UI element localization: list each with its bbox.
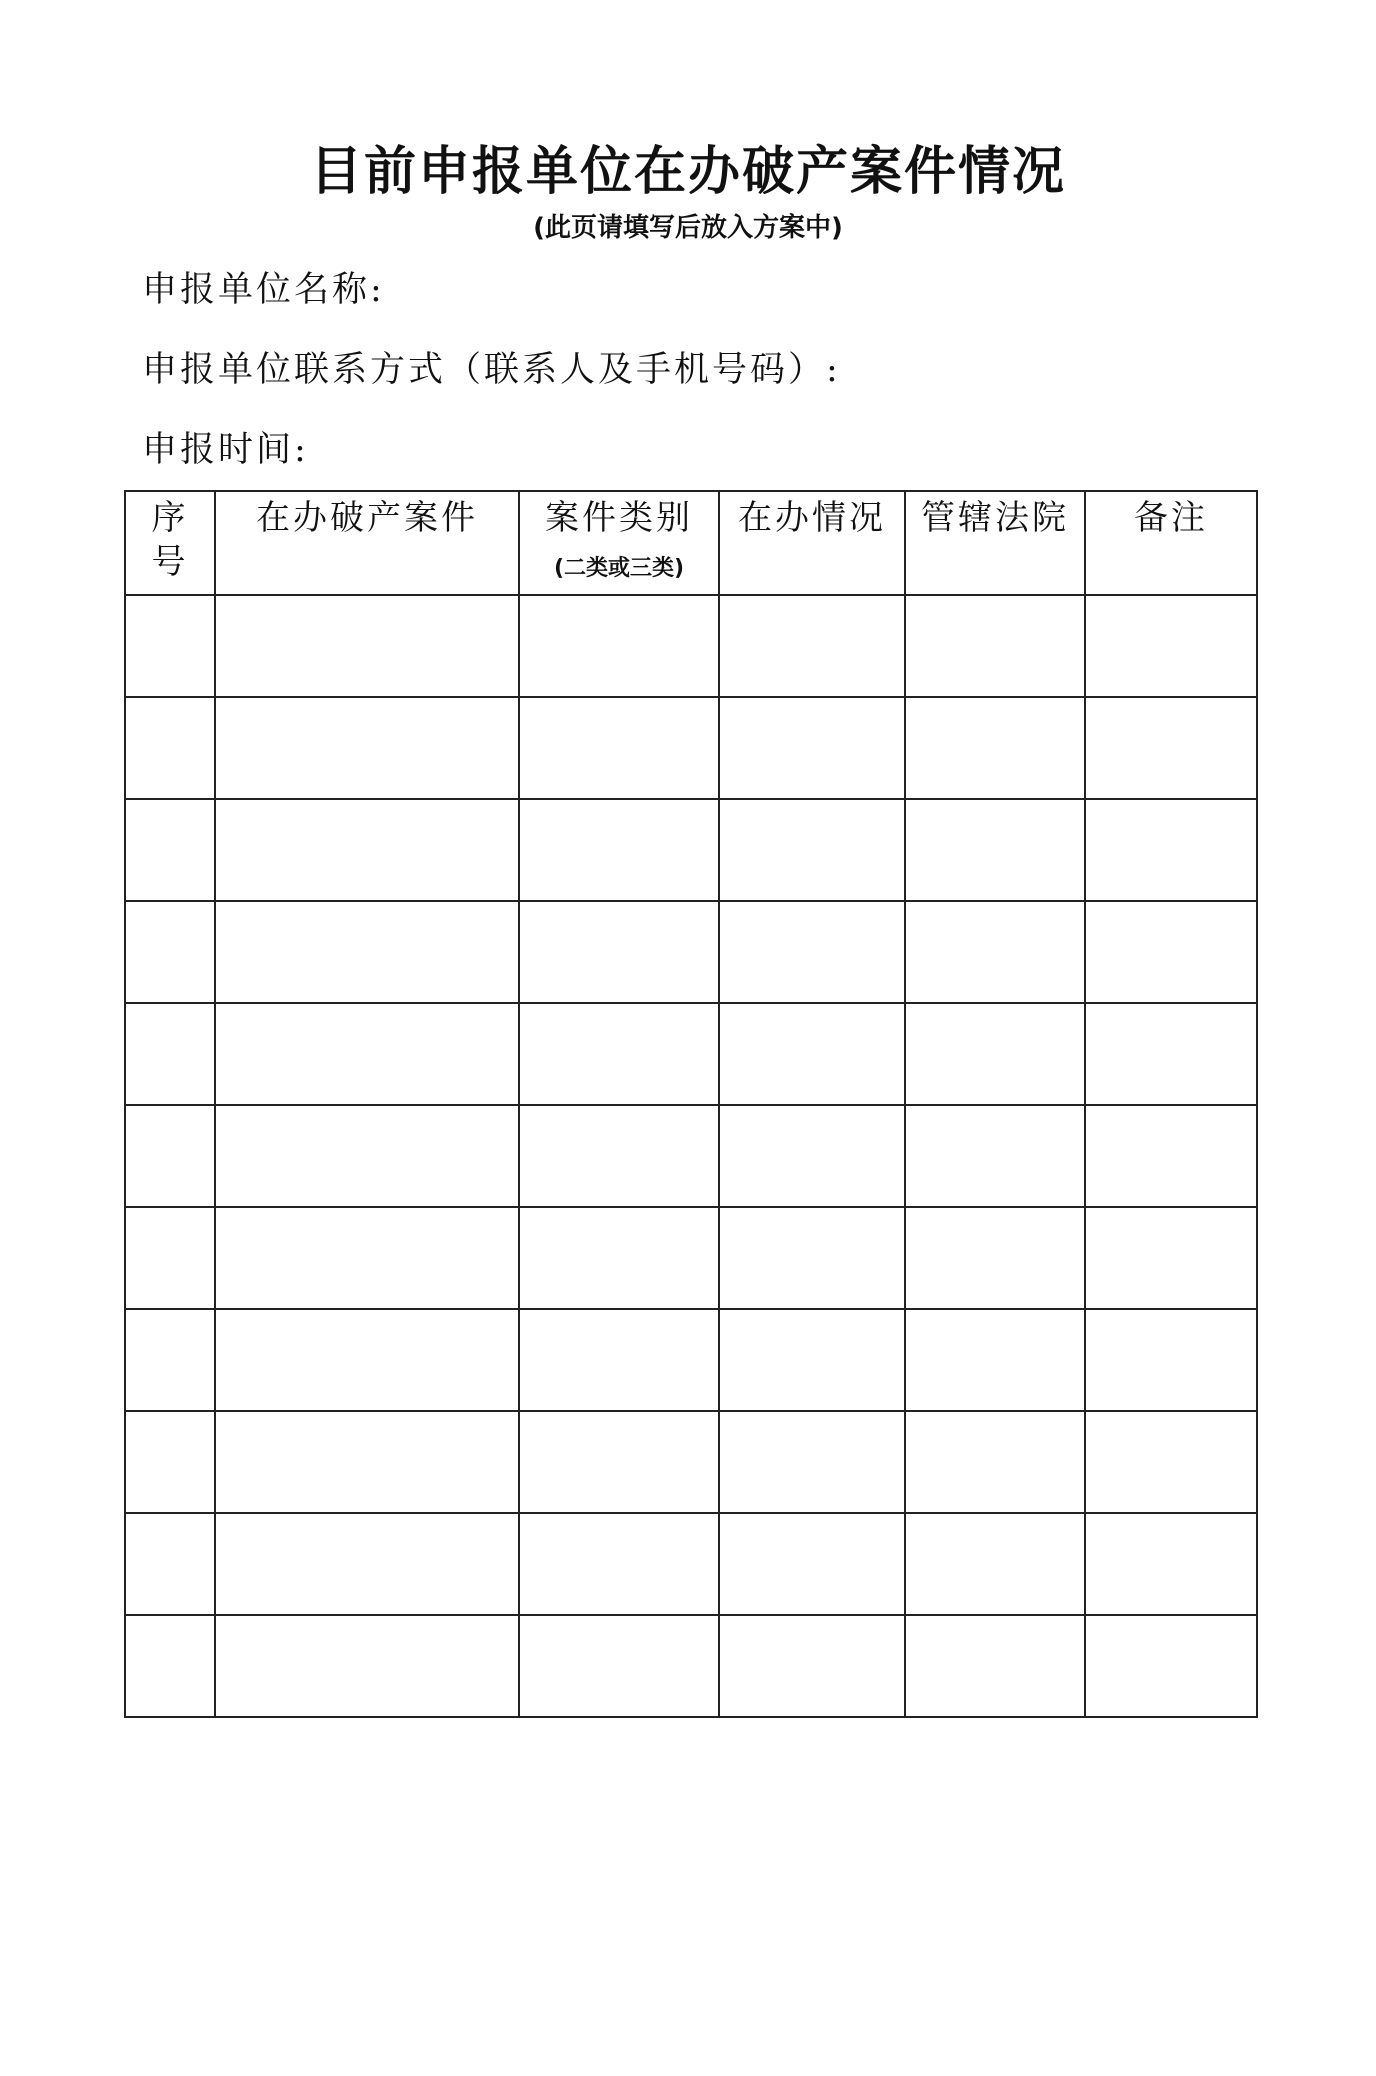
table-row [125, 901, 1257, 1003]
cell-remarks[interactable] [1085, 1207, 1257, 1309]
cell-case[interactable] [215, 1003, 519, 1105]
cell-status[interactable] [719, 595, 905, 697]
cell-case[interactable] [215, 697, 519, 799]
cell-remarks[interactable] [1085, 1513, 1257, 1615]
cell-case[interactable] [215, 1411, 519, 1513]
cell-seq[interactable] [125, 901, 215, 1003]
table-row [125, 1105, 1257, 1207]
cell-seq[interactable] [125, 1615, 215, 1717]
cell-court[interactable] [905, 901, 1085, 1003]
cell-seq[interactable] [125, 1411, 215, 1513]
cell-category[interactable] [519, 1513, 719, 1615]
cell-status[interactable] [719, 1309, 905, 1411]
cell-case[interactable] [215, 1513, 519, 1615]
cell-status[interactable] [719, 1207, 905, 1309]
cell-category[interactable] [519, 595, 719, 697]
cell-remarks[interactable] [1085, 799, 1257, 901]
date-label: 申报时间: [142, 430, 309, 470]
header-category [519, 491, 719, 595]
table-row [125, 697, 1257, 799]
cases-table [124, 490, 1258, 1718]
cell-seq[interactable] [125, 1309, 215, 1411]
header-remarks: 备注 [1085, 491, 1257, 595]
cell-status[interactable] [719, 1411, 905, 1513]
table-row [125, 1513, 1257, 1615]
cell-status[interactable] [719, 901, 905, 1003]
table-row [125, 595, 1257, 697]
cell-remarks[interactable] [1085, 1615, 1257, 1717]
cell-court[interactable] [905, 1105, 1085, 1207]
cell-remarks[interactable] [1085, 595, 1257, 697]
cell-status[interactable] [719, 1003, 905, 1105]
cell-status[interactable] [719, 697, 905, 799]
cell-case[interactable] [215, 1207, 519, 1309]
cell-remarks[interactable] [1085, 1003, 1257, 1105]
table-row [125, 799, 1257, 901]
header-case: 在办破产案件 [215, 491, 519, 595]
cell-category[interactable] [519, 697, 719, 799]
cell-category[interactable] [519, 1003, 719, 1105]
page-title: 目前申报单位在办破产案件情况 [309, 142, 1066, 202]
cell-court[interactable] [905, 1309, 1085, 1411]
cell-category[interactable] [519, 1411, 719, 1513]
header-status: 在办情况 [719, 491, 905, 595]
table-header-row [125, 491, 1257, 595]
cell-case[interactable] [215, 1105, 519, 1207]
cell-remarks[interactable] [1085, 901, 1257, 1003]
cell-seq[interactable] [125, 1207, 215, 1309]
cell-remarks[interactable] [1085, 1309, 1257, 1411]
cell-seq[interactable] [125, 1513, 215, 1615]
table-row [125, 1309, 1257, 1411]
cell-category[interactable] [519, 1309, 719, 1411]
cell-court[interactable] [905, 1003, 1085, 1105]
cell-remarks[interactable] [1085, 1105, 1257, 1207]
header-court: 管辖法院 [905, 491, 1085, 595]
header-seq-line1: 序 [151, 498, 189, 538]
cell-category[interactable] [519, 1105, 719, 1207]
cell-status[interactable] [719, 799, 905, 901]
table-row [125, 1207, 1257, 1309]
cell-court[interactable] [905, 1513, 1085, 1615]
cell-seq[interactable] [125, 595, 215, 697]
header-category-label: 案件类别 [545, 498, 693, 538]
cell-status[interactable] [719, 1105, 905, 1207]
cell-category[interactable] [519, 1615, 719, 1717]
cell-case[interactable] [215, 1309, 519, 1411]
cell-court[interactable] [905, 1207, 1085, 1309]
cell-status[interactable] [719, 1513, 905, 1615]
unit-name-label: 申报单位名称: [142, 270, 385, 310]
cell-seq[interactable] [125, 1003, 215, 1105]
cell-seq[interactable] [125, 1105, 215, 1207]
cell-seq[interactable] [125, 697, 215, 799]
cell-category[interactable] [519, 901, 719, 1003]
cell-case[interactable] [215, 1615, 519, 1717]
cell-case[interactable] [215, 799, 519, 901]
cell-status[interactable] [719, 1615, 905, 1717]
header-seq-line2: 号 [151, 542, 189, 582]
cell-court[interactable] [905, 1411, 1085, 1513]
cell-category[interactable] [519, 1207, 719, 1309]
cell-court[interactable] [905, 799, 1085, 901]
contact-label: 申报单位联系方式（联系人及手机号码）: [142, 350, 841, 390]
table-row [125, 1003, 1257, 1105]
cell-remarks[interactable] [1085, 1411, 1257, 1513]
header-seq [125, 491, 215, 595]
cell-case[interactable] [215, 901, 519, 1003]
table-row [125, 1615, 1257, 1717]
cell-seq[interactable] [125, 799, 215, 901]
cell-court[interactable] [905, 697, 1085, 799]
page-subtitle: (此页请填写后放入方案中) [533, 213, 843, 243]
table-body [125, 595, 1257, 1717]
cell-category[interactable] [519, 799, 719, 901]
cell-case[interactable] [215, 595, 519, 697]
header-category-note: (二类或三类) [553, 556, 685, 581]
table-row [125, 1411, 1257, 1513]
cell-remarks[interactable] [1085, 697, 1257, 799]
cell-court[interactable] [905, 1615, 1085, 1717]
cell-court[interactable] [905, 595, 1085, 697]
